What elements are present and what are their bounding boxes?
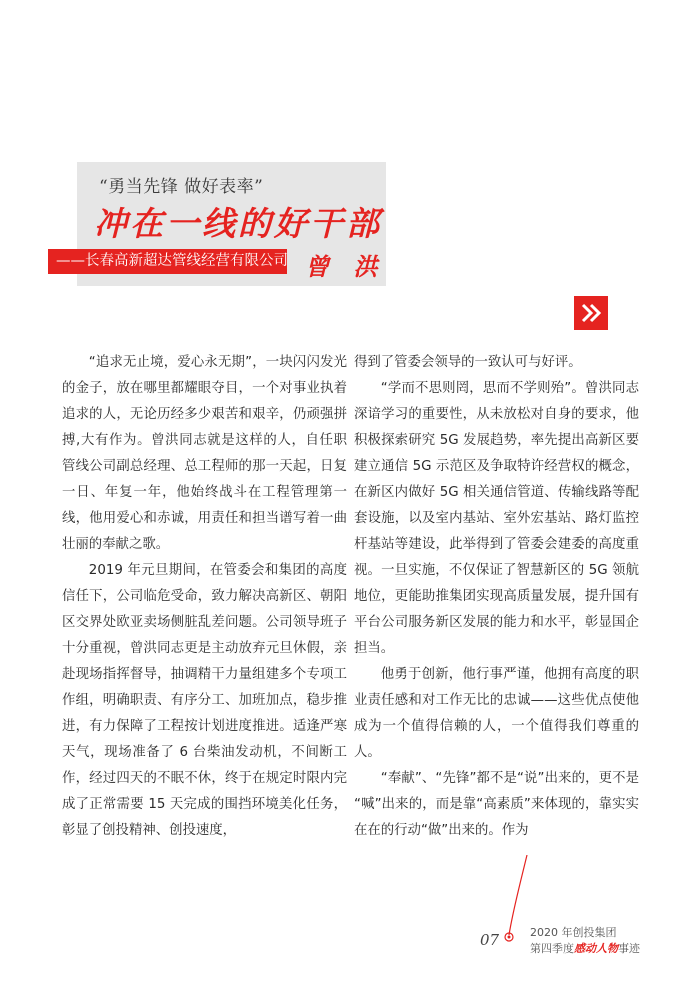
footer-highlight: 感动人物 — [574, 942, 618, 955]
paragraph: 2019 年元旦期间，在管委会和集团的高度信任下，公司临危受命，致力解决高新区、朝阳区交界处欧亚卖场侧脏乱差问题。公司领导班子十分重视，曾洪同志更是主动放弃元旦休假，亲赴现场指挥督导，抽调精干力量组建多个专项工作组，明确职责、有序分工、加班加点，稳步推进，有力保障了工程按计划进度推进。适逢严寒天气，现场准备了 6 台柴油发动机，不间断工作，经过四天的不眠不休，终于在规定时限内完成了正常需要 15 天完成的围挡环境美化任务，彰显了创投精神、创投速度， — [62, 563, 347, 838]
right-column — [354, 350, 639, 844]
paragraph: 他勇于创新，他行事严谨，他拥有高度的职业责任感和对工作无比的忠诚——这些优点使他成为一个值得信赖的人，一个值得我们尊重的人。 — [354, 667, 639, 760]
decorative-curve-icon — [495, 855, 535, 945]
footer-prefix: 第四季度 — [530, 942, 574, 955]
footer-suffix: 事迹 — [618, 942, 640, 955]
double-chevron-right-icon — [574, 296, 608, 330]
left-column — [62, 350, 347, 844]
footer-subtitle — [530, 940, 640, 956]
paragraph: “奉献”、“先锋”都不是“说”出来的，更不是 “喊”出来的，而是靠“高素质”来体现的，靠实实在在的行动“做”出来的。作为 — [354, 771, 639, 838]
company-banner: ——长春高新超达管线经营有限公司 — [48, 249, 287, 274]
person-name: 曾 洪 — [305, 252, 386, 281]
paragraph: “学而不思则罔，思而不学则殆”。曾洪同志深谙学习的重要性，从未放松对自身的要求，他积极探索研究 5G 发展趋势，率先提出高新区要建立通信 5G 示范区及争取特许经营权的概念，在新区内做好 5G 相关通信管道、传输线路等配套设施，以及室内基站、室外宏基站、路灯监控杆基站等建设，此举得到了管委会建委的高度重视。一旦实施，不仅保证了智慧新区的 5G 领航地位，更能助推集团实现高质量发展，提升国有平台公司服务新区发展的能力和水平，彰显国企担当。 — [354, 381, 639, 656]
paragraph-continuation: 得到了管委会领导的一致认可与好评。 — [354, 355, 582, 370]
footer-title: 2020 年创投集团 — [530, 926, 617, 939]
slogan: “勇当先锋 做好表率” — [99, 177, 264, 197]
article-title: 冲在一线的好干部 — [94, 204, 382, 243]
page-number: 07 — [480, 931, 500, 949]
paragraph: “追求无止境，爱心永无期”，一块闪闪发光的金子，放在哪里都耀眼夺目，一个对事业执着追求的人，无论历经多少艰苦和艰辛，仍顽强拼搏,大有作为。曾洪同志就是这样的人，自任职管线公司副总经理、总工程师的那一天起，日复一日、年复一年，他始终战斗在工程管理第一线，他用爱心和赤诚，用责任和担当谱写着一曲壮丽的奉献之歌。 — [62, 355, 347, 552]
